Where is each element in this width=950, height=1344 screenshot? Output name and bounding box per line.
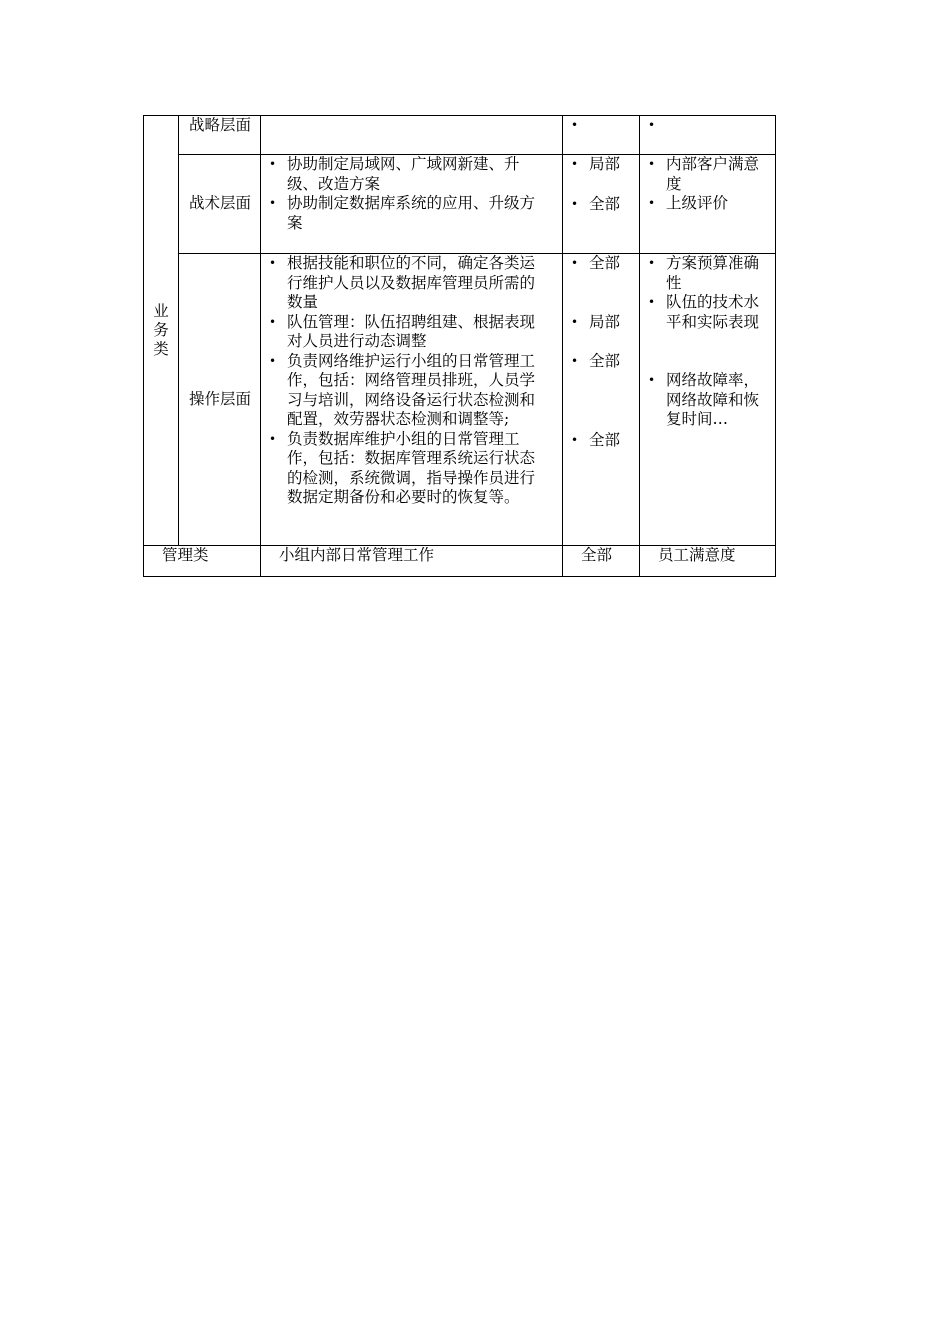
level-label: 操作层面 — [189, 389, 252, 408]
list-item: • 局部 — [563, 313, 639, 333]
responsibility-list — [261, 155, 562, 233]
list-item: • 局部 — [563, 155, 639, 175]
responsibility-cell — [261, 254, 563, 546]
table-row — [144, 254, 776, 546]
list-item: • 队伍管理：队伍招聘组建、根据表现对人员进行动态调整 — [261, 313, 562, 352]
kpi-list — [640, 155, 775, 214]
table-row — [144, 116, 776, 155]
level-cell — [179, 116, 261, 155]
kpi-cell — [640, 116, 776, 155]
kpi-cell — [640, 155, 776, 254]
responsibility-list — [261, 254, 562, 508]
list-item: • 全部 — [563, 431, 639, 451]
responsibility-cell — [261, 546, 563, 577]
level-cell — [179, 254, 261, 546]
scope-cell — [563, 155, 640, 254]
list-item: • 协助制定数据库系统的应用、升级方案 — [261, 194, 562, 233]
scope-cell — [563, 546, 640, 577]
scope-cell — [563, 254, 640, 546]
list-item: • 内部客户满意度 — [640, 155, 775, 194]
management-category-label: 管理类 — [162, 546, 209, 564]
list-item: • 方案预算准确性 — [640, 254, 775, 293]
business-category-cell — [144, 116, 179, 546]
list-item: • 负责数据库维护小组的日常管理工作，包括：数据库管理系统运行状态的检测，系统微调，指导操作员进行数据定期备份和必要时的恢复等。 — [261, 430, 562, 508]
responsibility-cell — [261, 155, 563, 254]
table-row — [144, 546, 776, 577]
kpi-text: 员工满意度 — [658, 546, 736, 564]
responsibility-cell — [261, 116, 563, 155]
scope-list — [563, 155, 639, 214]
kpi-cell — [640, 254, 776, 546]
level-label: 战术层面 — [189, 194, 252, 213]
list-item: • 全部 — [563, 254, 639, 274]
list-item: • 上级评价 — [640, 194, 775, 214]
scope-cell — [563, 116, 640, 155]
scope-text: 全部 — [581, 546, 613, 564]
level-cell — [179, 155, 261, 254]
table-row — [144, 155, 776, 254]
list-item: • 全部 — [563, 352, 639, 372]
list-item: • 网络故障率，网络故障和恢复时间… — [640, 371, 775, 430]
business-category-label: 业务类 — [153, 302, 169, 358]
list-item: • 根据技能和职位的不同，确定各类运行维护人员以及数据库管理员所需的数量 — [261, 254, 562, 313]
kpi-cell — [640, 546, 776, 577]
level-label: 战略层面 — [189, 116, 252, 134]
management-category-cell — [144, 546, 261, 577]
list-item: • 协助制定局域网、广域网新建、升级、改造方案 — [261, 155, 562, 194]
list-item: • 负责网络维护运行小组的日常管理工作，包括：网络管理员排班，人员学习与培训，网络设备运行状态检测和配置，效劳器状态检测和调整等; — [261, 352, 562, 430]
scope-list — [563, 254, 639, 450]
list-item: • 全部 — [563, 195, 639, 215]
kpi-list — [640, 254, 775, 430]
list-item: • 队伍的技术水平和实际表现 — [640, 293, 775, 332]
job-responsibility-table — [143, 115, 776, 577]
responsibility-text: 小组内部日常管理工作 — [279, 546, 435, 564]
